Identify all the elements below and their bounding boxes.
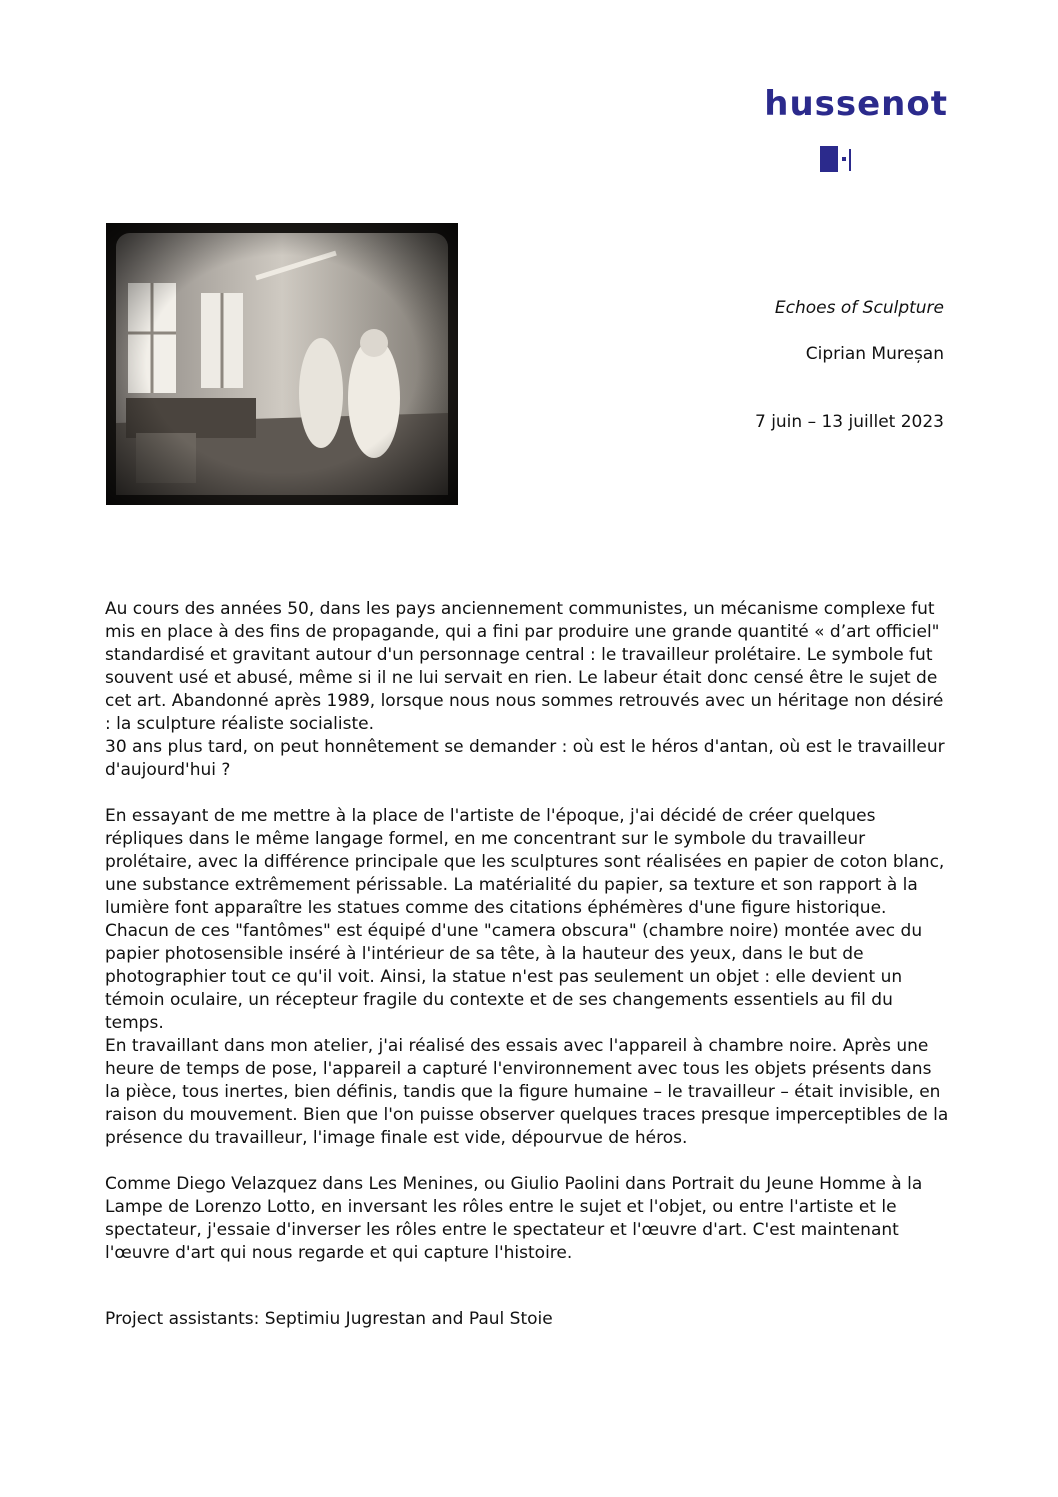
exhibition-title: Echoes of Sculpture bbox=[774, 298, 944, 318]
project-credits: Project assistants: Septimiu Jugrestan and Paul Stoie bbox=[105, 1309, 553, 1329]
paragraph: Au cours des années 50, dans les pays anciennement communistes, un mécanisme complexe fut mis en place à des fins de propagande, qui a fini par produire une grande quantité « d’art officiel" standardisé et gravitant autour d'un personnage central : le travailleur prolétaire. Le symbole fut souvent usé et abusé, même si il ne lui servait en rien. Le labeur était donc censé être le sujet de cet art. Abandonné après 1989, lorsque nous nous sommes retrouvés avec un héritage non désiré : la sculpture réaliste socialiste. bbox=[105, 599, 944, 734]
press-text bbox=[105, 598, 950, 1265]
paragraph: En travaillant dans mon atelier, j'ai réalisé des essais avec l'appareil à chambre noire. Après une heure de temps de pose, l'appareil a capturé l'environnement avec tous les objets présents dans la pièce, tous inertes, bien définis, tandis que la figure humaine – le travailleur – était invisible, en raison du mouvement. Bien que l'on puisse observer quelques traces presque imperceptibles de la présence du travailleur, l'image finale est vide, dépourvue de héros. bbox=[105, 1036, 949, 1148]
exhibition-photo bbox=[106, 223, 458, 505]
artist-name: Ciprian Mureșan bbox=[805, 344, 944, 364]
brand-logo: hussenot bbox=[764, 84, 948, 124]
exhibition-dates: 7 juin – 13 juillet 2023 bbox=[754, 412, 944, 432]
paragraph: Comme Diego Velazquez dans Les Menines, ou Giulio Paolini dans Portrait du Jeune Homme à la Lampe de Lorenzo Lotto, en inversant les rôles entre le sujet et l'objet, ou entre l'artiste et le spectateur, j'essaie d'inverser les rôles entre le spectateur et l'œuvre d'art. C'est maintenant l'œuvre d'art qui nous regarde et qui capture l'histoire. bbox=[105, 1174, 923, 1263]
paragraph: En essayant de me mettre à la place de l'artiste de l'époque, j'ai décidé de créer quelques répliques dans le même langage formel, en me concentrant sur le symbole du travailleur prolétaire, avec la différence principale que les sculptures sont réalisées en papier de coton blanc, une substance extrêmement périssable. La matérialité du papier, sa texture et son rapport à la lumière font apparaître les statues comme des citations éphémères d'une figure historique. Chacun de ces "fantômes" est équipé d'une "camera obscura" (chambre noire) montée avec du papier photosensible inséré à l'intérieur de sa tête, à la hauteur des yeux, dans le but de photographier tout ce qu'il voit. Ainsi, la statue n'est pas seulement un objet : elle devient un témoin oculaire, un récepteur fragile du contexte et de ses changements essentiels au fil du temps. bbox=[105, 806, 945, 1033]
paragraph: 30 ans plus tard, on peut honnêtement se demander : où est le héros d'antan, où est le travailleur d'aujourd'hui ? bbox=[105, 737, 945, 780]
gallery-logo-mark-icon bbox=[820, 146, 854, 172]
